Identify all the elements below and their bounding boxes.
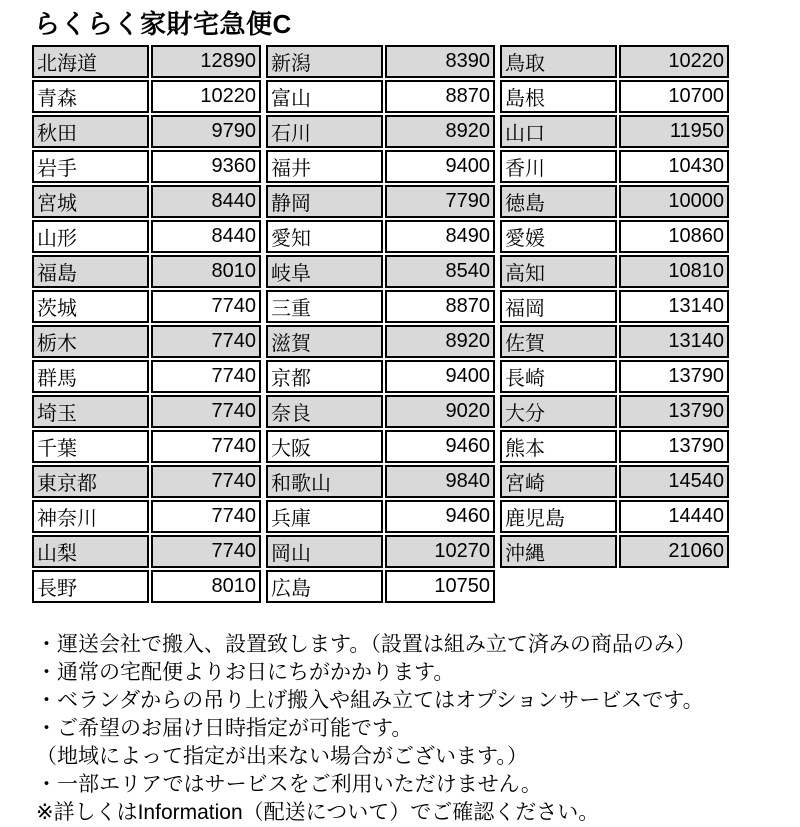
prefecture-cell: 神奈川 [32,500,149,533]
price-cell: 21060 [619,535,729,568]
table-row [32,535,261,568]
price-cell: 10270 [385,535,495,568]
price-cell: 9460 [385,430,495,463]
prefecture-cell: 富山 [266,80,383,113]
note-line: ・ベランダからの吊り上げ搬入や組み立てはオプションサービスです。 [36,689,704,712]
table-row [32,290,261,323]
price-cell: 7790 [385,185,495,218]
table-row [32,570,261,603]
prefecture-cell: 佐賀 [500,325,617,358]
price-cell: 10860 [619,220,729,253]
price-cell: 10700 [619,80,729,113]
table-row [266,465,495,498]
price-cell: 9400 [385,360,495,393]
prefecture-cell: 石川 [266,115,383,148]
prefecture-cell: 奈良 [266,395,383,428]
price-cell: 9400 [385,150,495,183]
price-cell: 9020 [385,395,495,428]
table-row [32,325,261,358]
price-cell: 7740 [151,325,261,358]
table-row [32,500,261,533]
table-row [500,115,729,148]
table-row [266,220,495,253]
prefecture-cell: 北海道 [32,45,149,78]
price-cell: 13790 [619,430,729,463]
price-cell: 8440 [151,220,261,253]
page-title: らくらく家財宅急便C [34,9,292,39]
price-cell: 7740 [151,500,261,533]
prefecture-cell: 福岡 [500,290,617,323]
prefecture-cell: 茨城 [32,290,149,323]
prefecture-cell: 岩手 [32,150,149,183]
table-row [32,80,261,113]
prefecture-cell: 大阪 [266,430,383,463]
table-row [266,535,495,568]
price-cell: 10430 [619,150,729,183]
prefecture-cell: 宮城 [32,185,149,218]
table-row [32,45,261,78]
price-cell: 8540 [385,255,495,288]
prefecture-cell: 京都 [266,360,383,393]
table-row [266,45,495,78]
shipping-rate-sheet [0,4,800,824]
prefecture-cell: 愛知 [266,220,383,253]
price-cell: 8920 [385,115,495,148]
price-cell: 7740 [151,395,261,428]
price-cell: 10810 [619,255,729,288]
service-notes [36,631,800,827]
table-row [266,290,495,323]
price-cell: 10220 [151,80,261,113]
price-table-group-1 [30,43,263,605]
prefecture-cell: 岡山 [266,535,383,568]
price-cell: 13790 [619,395,729,428]
note-line: ・ご希望のお届け日時指定が可能です。 [36,717,413,740]
price-cell: 7740 [151,535,261,568]
price-cell: 14440 [619,500,729,533]
table-row [266,80,495,113]
prefecture-cell: 徳島 [500,185,617,218]
table-row [266,185,495,218]
prefecture-cell: 鳥取 [500,45,617,78]
table-row [500,150,729,183]
price-cell: 13140 [619,290,729,323]
prefecture-cell: 岐阜 [266,255,383,288]
price-cell: 7740 [151,360,261,393]
price-cell: 11950 [619,115,729,148]
prefecture-cell: 山口 [500,115,617,148]
price-cell: 9840 [385,465,495,498]
price-cell: 10000 [619,185,729,218]
table-row [500,360,729,393]
price-table-region [30,43,800,605]
table-row [266,395,495,428]
price-cell: 13140 [619,325,729,358]
price-cell: 7740 [151,290,261,323]
note-line: （地域によって指定が出来ない場合がございます。） [36,745,528,768]
prefecture-cell: 香川 [500,150,617,183]
price-cell: 8920 [385,325,495,358]
price-table-group-2 [264,43,497,605]
note-line: ※詳しくはInformation（配送について）でご確認ください。 [36,801,600,824]
table-row [32,465,261,498]
table-row [266,360,495,393]
prefecture-cell: 東京都 [32,465,149,498]
price-cell: 8490 [385,220,495,253]
table-row [266,150,495,183]
table-row [32,185,261,218]
prefecture-cell: 大分 [500,395,617,428]
prefecture-cell: 長崎 [500,360,617,393]
table-row [500,465,729,498]
price-cell: 12890 [151,45,261,78]
prefecture-cell: 埼玉 [32,395,149,428]
prefecture-cell: 静岡 [266,185,383,218]
table-row [266,255,495,288]
table-row [500,45,729,78]
table-row [32,360,261,393]
table-row [500,255,729,288]
prefecture-cell: 熊本 [500,430,617,463]
prefecture-cell: 群馬 [32,360,149,393]
prefecture-cell: 三重 [266,290,383,323]
table-row [500,395,729,428]
prefecture-cell: 福島 [32,255,149,288]
prefecture-cell: 新潟 [266,45,383,78]
prefecture-cell: 山形 [32,220,149,253]
prefecture-cell: 宮崎 [500,465,617,498]
price-cell: 8870 [385,290,495,323]
price-cell: 10750 [385,570,495,603]
price-cell: 7740 [151,465,261,498]
table-row [500,290,729,323]
table-row [266,570,495,603]
prefecture-cell: 福井 [266,150,383,183]
prefecture-cell: 兵庫 [266,500,383,533]
price-cell: 8010 [151,570,261,603]
table-row [500,500,729,533]
prefecture-cell: 千葉 [32,430,149,463]
prefecture-cell: 島根 [500,80,617,113]
table-row [32,115,261,148]
price-cell: 9460 [385,500,495,533]
price-cell: 8010 [151,255,261,288]
table-row [500,80,729,113]
table-row [500,185,729,218]
prefecture-cell: 沖縄 [500,535,617,568]
table-row [32,430,261,463]
prefecture-cell: 滋賀 [266,325,383,358]
table-row [500,325,729,358]
prefecture-cell: 高知 [500,255,617,288]
note-line: ・通常の宅配便よりお日にちがかかります。 [36,661,455,684]
prefecture-cell: 山梨 [32,535,149,568]
table-row [266,430,495,463]
table-row [32,255,261,288]
prefecture-cell: 秋田 [32,115,149,148]
table-row [32,150,261,183]
table-row [266,325,495,358]
note-line: ・運送会社で搬入、設置致します。（設置は組み立て済みの商品のみ） [36,633,696,656]
table-row [32,395,261,428]
prefecture-cell: 鹿児島 [500,500,617,533]
prefecture-cell: 長野 [32,570,149,603]
price-cell: 8870 [385,80,495,113]
table-row [266,500,495,533]
price-cell: 7740 [151,430,261,463]
prefecture-cell: 広島 [266,570,383,603]
prefecture-cell: 和歌山 [266,465,383,498]
table-row [266,115,495,148]
price-cell: 8390 [385,45,495,78]
price-cell: 10220 [619,45,729,78]
prefecture-cell: 栃木 [32,325,149,358]
price-cell: 14540 [619,465,729,498]
table-row [500,535,729,568]
price-table-group-3 [498,43,731,570]
price-cell: 13790 [619,360,729,393]
price-cell: 9790 [151,115,261,148]
price-cell: 8440 [151,185,261,218]
table-row [500,430,729,463]
table-row [500,220,729,253]
note-line: ・一部エリアではサービスをご利用いただけません。 [36,773,542,796]
price-cell: 9360 [151,150,261,183]
prefecture-cell: 青森 [32,80,149,113]
prefecture-cell: 愛媛 [500,220,617,253]
table-row [32,220,261,253]
